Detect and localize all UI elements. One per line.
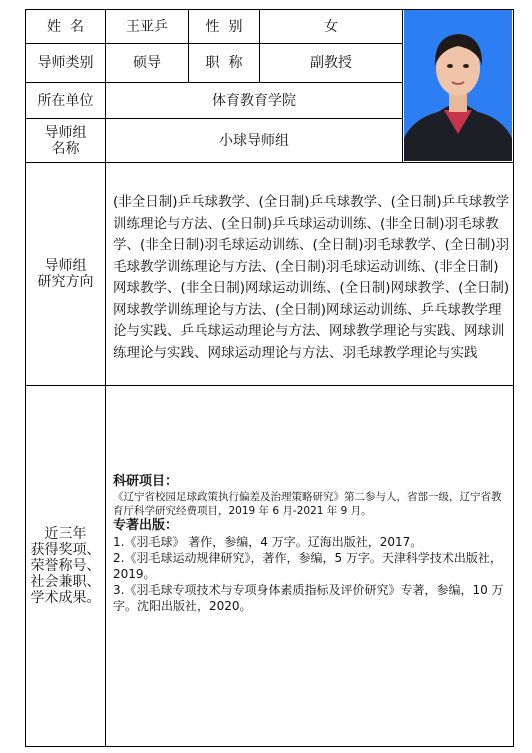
publication-item: 1.《羽毛球》 著作，参编，4 万字。辽海出版社，2017。 (113, 535, 423, 549)
achievements-label-line2: 获得奖项、 (30, 542, 101, 558)
tutor-type-value: 硕导 (133, 55, 161, 71)
achievements-label-line1: 近三年 (44, 526, 87, 542)
tutor-type-label: 导师类别 (37, 55, 94, 71)
research-project-item: 《辽宁省校园足球政策执行偏差及治理策略研究》第二参与人，省部一级，辽宁省教育厅科学研究经费项目，2019 年 6 月-2021 年 9 月。 (113, 491, 502, 517)
name-label: 姓 名 (47, 18, 84, 35)
job-title-label: 职 称 (205, 55, 243, 71)
border-bottom (25, 746, 514, 747)
achievements-label (26, 386, 105, 746)
research-projects-heading: 科研项目： (113, 474, 179, 489)
border-right (513, 9, 514, 747)
research-direction-text: (非全日制)乒乓球教学、(全日制)乒乓球教学、(全日制)乒乓球教学训练理论与方法、(全日制)乒乓球运动训练、(非全日制)羽毛球教学、(非全日制)羽毛球运动训练、(全日制)羽毛球教学、(全日制)羽毛球教学训练理论与方法、(全日制)羽毛球运动训练、(非全日制)网球教学、(非全日制)网球运动训练、(全日制)网球教学、(全日制)网球教学训练理论与方法、(全日制)网球运动训练、乒乓球教学理论与实践、乒乓球运动理论与方法、网球教学理论与实践、网球训练理论与实践、网球运动理论与方法、羽毛球教学理论与实践 (113, 194, 510, 361)
publications-heading: 专著出版： (113, 518, 179, 533)
name-value: 王亚乒 (126, 18, 168, 35)
portrait-photo (404, 10, 512, 161)
group-label-line2: 名称 (51, 140, 80, 157)
achievements-label-line3: 荣誉称号、 (30, 558, 101, 574)
achievements-content (113, 474, 510, 614)
publication-item: 3.《羽毛球专项技术与专项身体素质指标及评价研究》专著，参编，10 万字。沈阳出版社，2020。 (113, 583, 504, 613)
achievements-label-line4: 社会兼职、 (30, 574, 101, 590)
job-title-value: 副教授 (310, 55, 352, 71)
group-value: 小球导师组 (219, 132, 289, 149)
portrait-icon (404, 10, 512, 161)
publication-item: 2.《羽毛球运动规律研究》，著作，参编，5 万字。天津科学技术出版社，2019。 (113, 551, 502, 581)
group-label (26, 119, 105, 162)
gender-value: 女 (324, 18, 338, 35)
col-divider (402, 9, 403, 163)
group-label-line1: 导师组 (44, 124, 87, 141)
unit-value: 体育教育学院 (212, 92, 296, 109)
unit-label: 所在单位 (37, 92, 94, 109)
direction-label (26, 163, 105, 385)
achievements-label-line5: 学术成果。 (30, 590, 101, 606)
gender-label: 性 别 (205, 18, 243, 35)
direction-label-line2: 研究方向 (37, 274, 94, 290)
direction-label-line1: 导师组 (44, 258, 87, 274)
